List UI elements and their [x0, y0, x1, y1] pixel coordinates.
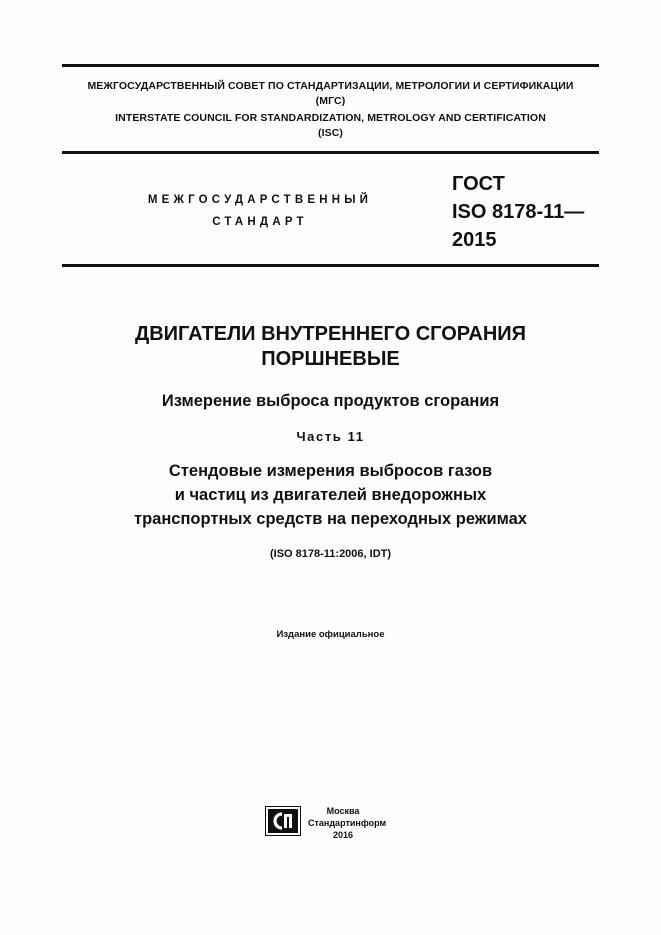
part-title-line3: транспортных средств на переходных режимах: [133, 510, 527, 528]
document-subtitle: Измерение выброса продуктов сгорания: [161, 392, 500, 410]
part-title-line1: Стендовые измерения выбросов газов: [168, 462, 493, 480]
iso-reference: (ISO 8178-11:2006, IDT): [269, 548, 392, 560]
council-en-line1: INTERSTATE COUNCIL FOR STANDARDIZATION, METROLOGY AND CERTIFICATION: [115, 112, 546, 124]
standartinform-logo-icon: [265, 806, 301, 836]
edition-note: Издание официальное: [276, 629, 385, 640]
document-title: [62, 322, 599, 372]
publisher-year: 2016: [332, 830, 354, 840]
council-ru: [62, 79, 599, 109]
top-rule: [62, 64, 599, 67]
part-title-line2: и частиц из двигателей внедорожных: [174, 486, 487, 504]
council-ru-line1: МЕЖГОСУДАРСТВЕННЫЙ СОВЕТ ПО СТАНДАРТИЗАЦИИ, МЕТРОЛОГИИ И СЕРТИФИКАЦИИ: [87, 80, 574, 92]
designation-line1: ГОСТ: [452, 173, 505, 195]
designation-rule: [62, 264, 599, 267]
publisher-name: Стандартинформ: [308, 818, 387, 828]
publisher-imprint: [308, 805, 387, 841]
standard-type-line1: МЕЖГОСУДАРСТВЕННЫЙ: [147, 194, 373, 206]
designation-line3: 2015: [452, 229, 497, 251]
designation-line2: ISO 8178-11—: [452, 201, 585, 223]
standard-type-line2: СТАНДАРТ: [212, 216, 308, 228]
standard-designation: [452, 170, 584, 254]
title-line1: ДВИГАТЕЛИ ВНУТРЕННЕГО СГОРАНИЯ: [134, 323, 527, 345]
council-en: [62, 111, 599, 141]
part-number: Часть 11: [296, 429, 365, 444]
council-ru-line2: (МГС): [315, 95, 346, 107]
title-line2: ПОРШНЕВЫЕ: [261, 348, 400, 370]
publisher-city: Москва: [326, 806, 360, 816]
header-rule: [62, 151, 599, 154]
standard-type-label: [120, 189, 400, 233]
part-title: [62, 459, 599, 531]
council-en-line2: (ISC): [318, 127, 343, 139]
